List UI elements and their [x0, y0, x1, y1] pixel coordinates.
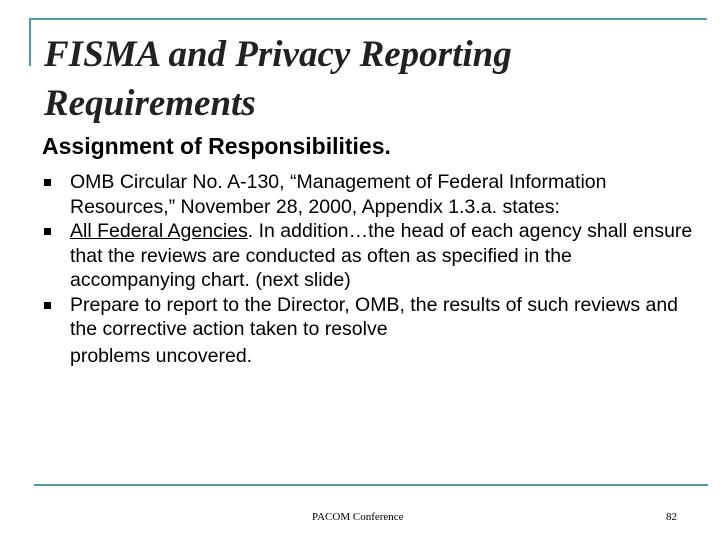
slide-title: FISMA and Privacy Reporting Requirements: [44, 34, 512, 124]
frame-left-line: [29, 18, 31, 66]
bullet-text: OMB Circular No. A-130, “Management of Federal Information Resources,” November 28, 2000, Appendix 1.3.a. states:: [70, 171, 607, 218]
bullet-tail-text: problems uncovered.: [70, 344, 253, 367]
bullet-list: [44, 170, 694, 368]
bullet-underlined-text: All Federal Agencies: [70, 220, 248, 242]
square-bullet-icon: [44, 302, 51, 309]
square-bullet-icon: [44, 179, 51, 186]
square-bullet-icon: [44, 228, 51, 235]
bullet-item: [44, 219, 694, 293]
bullet-item: [44, 293, 694, 369]
footer-divider: [34, 484, 708, 486]
bullet-text: Prepare to report to the Director, OMB, the results of such reviews and the corrective action taken to resolve: [70, 293, 679, 340]
footer-conference-name: PACOM Conference: [312, 511, 404, 523]
slide-subtitle: Assignment of Responsibilities.: [42, 133, 391, 159]
bullet-item: [44, 170, 694, 219]
bullet-text: . In addition…the head of each agency shall ensure that the reviews are conducted as often as specified in the accompanying chart. (next slide): [70, 220, 693, 291]
page-number: 82: [666, 511, 677, 523]
frame-top-line: [29, 18, 707, 20]
